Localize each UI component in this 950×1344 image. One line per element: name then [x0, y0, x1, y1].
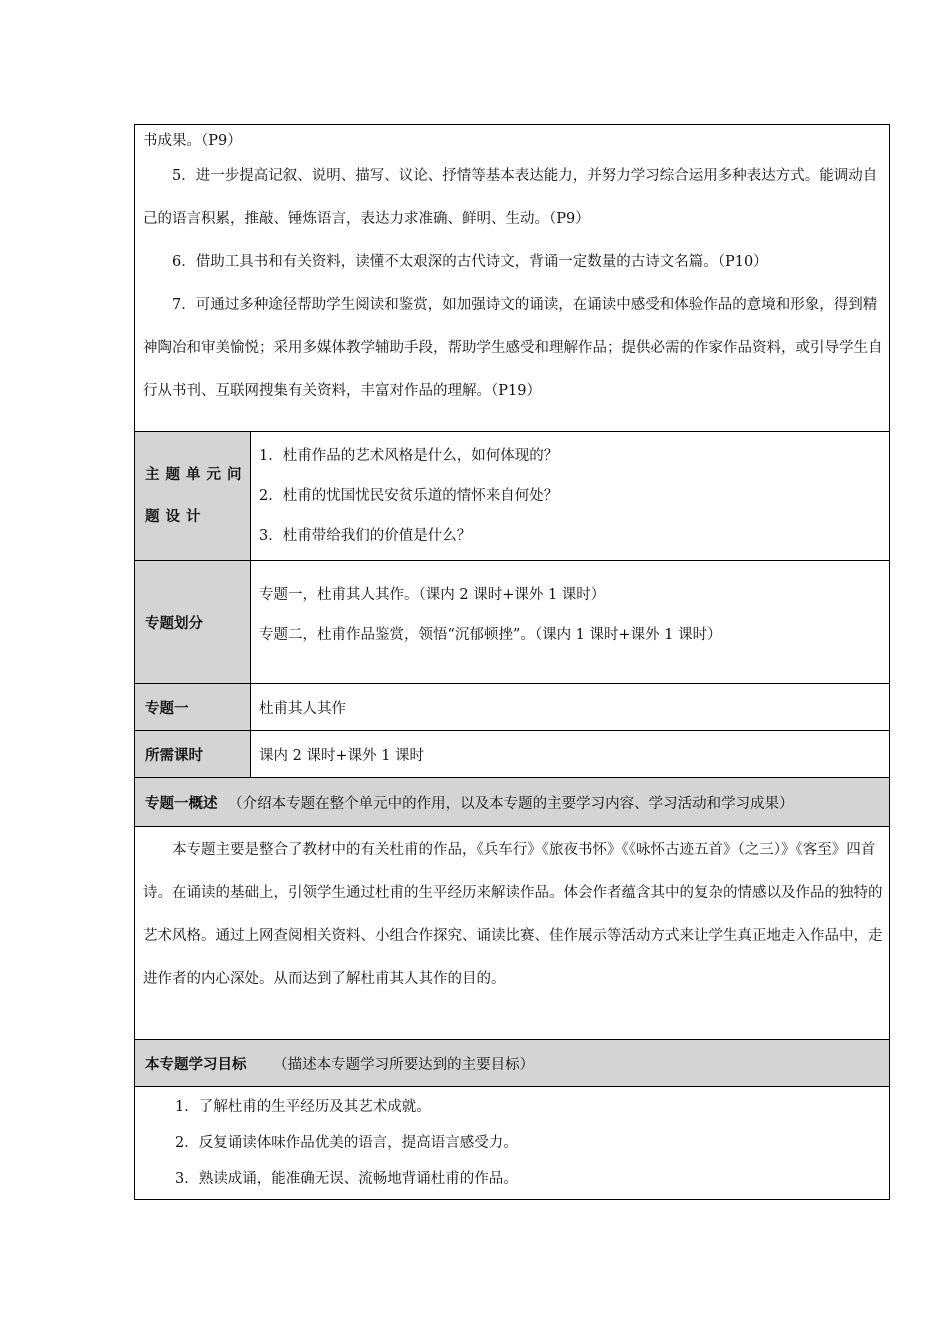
goals-body-row	[135, 1087, 890, 1200]
overview-body-row	[135, 827, 890, 1040]
hours-label: 所需课时	[135, 731, 251, 778]
topic-division-item-2: 专题二，杜甫作品鉴赏，领悟“沉郁顿挫”。（课内 1 课时+课外 1 课时）	[259, 627, 722, 643]
overview-header	[135, 778, 890, 827]
topic-division-content	[251, 561, 890, 684]
topic-division-row	[135, 561, 890, 684]
overview-body: 本专题主要是整合了教材中的有关杜甫的作品，《兵车行》《旅夜书怀》《《咏怀古迹五首》（之三）》《客至》四首诗。在诵读的基础上，引领学生通过杜甫的生平经历来解读作品。体会作者蕴含其中的复杂的情感以及作品的独特的艺术风格。通过上网查阅相关资料、小组合作探究、诵读比赛、佳作展示等活动方式来让学生真正地走入作品中，走进作者的内心深处。从而达到了解杜甫其人其作的目的。	[143, 842, 883, 987]
standard-item-7: 7．可通过多种途径帮助学生阅读和鉴赏，如加强诗文的诵读，在诵读中感受和体验作品的意境和形象，得到精神陶冶和审美愉悦；采用多媒体教学辅助手段，帮助学生感受和理解作品；提供必需的作家作品资料，或引导学生自行从书刊、互联网搜集有关资料，丰富对作品的理解。（P19）	[143, 297, 883, 399]
goals-label: 本专题学习目标	[145, 1056, 247, 1073]
goals-body-cell	[135, 1087, 890, 1200]
curriculum-standards-cell	[135, 125, 890, 432]
topic-one-value: 杜甫其人其作	[251, 684, 890, 731]
topic-division-label: 专题划分	[135, 561, 251, 684]
document-page	[134, 124, 889, 1200]
overview-header-row	[135, 778, 890, 827]
curriculum-standards-row	[135, 125, 890, 432]
question-design-content	[251, 432, 890, 561]
hours-value: 课内 2 课时+课外 1 课时	[251, 731, 890, 778]
topic-one-label: 专题一	[135, 684, 251, 731]
overview-hint: （介绍本专题在整个单元中的作用，以及本专题的主要学习内容、学习活动和学习成果）	[228, 795, 794, 812]
goal-item-3: 3．熟读成诵，能准确无误、流畅地背诵杜甫的作品。	[175, 1171, 518, 1187]
question-item-3: 3．杜甫带给我们的价值是什么？	[259, 528, 472, 544]
standard-item-5: 5．进一步提高记叙、说明、描写、议论、抒情等基本表达能力，并努力学习综合运用多种表达方式。能调动自己的语言积累，推敲、锤炼语言，表达力求准确、鲜明、生动。（P9）	[143, 168, 878, 227]
topic-division-item-1: 专题一，杜甫其人其作。（课内 2 课时+课外 1 课时）	[259, 587, 606, 603]
hours-row	[135, 731, 890, 778]
goals-header-row	[135, 1040, 890, 1087]
goal-item-2: 2．反复诵读体味作品优美的语言，提高语言感受力。	[175, 1135, 518, 1151]
question-design-row	[135, 432, 890, 561]
goals-hint: （描述本专题学习所要达到的主要目标）	[273, 1056, 535, 1073]
question-design-label: 主题单元问题设计	[135, 432, 251, 561]
topic-one-row	[135, 684, 890, 731]
standard-item-6: 6．借助工具书和有关资料，读懂不太艰深的古代诗文，背诵一定数量的古诗文名篇。（P10）	[172, 254, 768, 270]
overview-label: 专题一概述	[145, 795, 218, 812]
standard-line-continued: 书成果。（P9）	[143, 133, 242, 149]
overview-body-cell	[135, 827, 890, 1040]
goals-header	[135, 1040, 890, 1087]
lesson-plan-table	[134, 124, 890, 1200]
goal-item-1: 1．了解杜甫的生平经历及其艺术成就。	[175, 1099, 431, 1115]
question-item-2: 2．杜甫的忧国忧民安贫乐道的情怀来自何处？	[259, 488, 559, 504]
question-item-1: 1．杜甫作品的艺术风格是什么，如何体现的？	[259, 448, 559, 464]
